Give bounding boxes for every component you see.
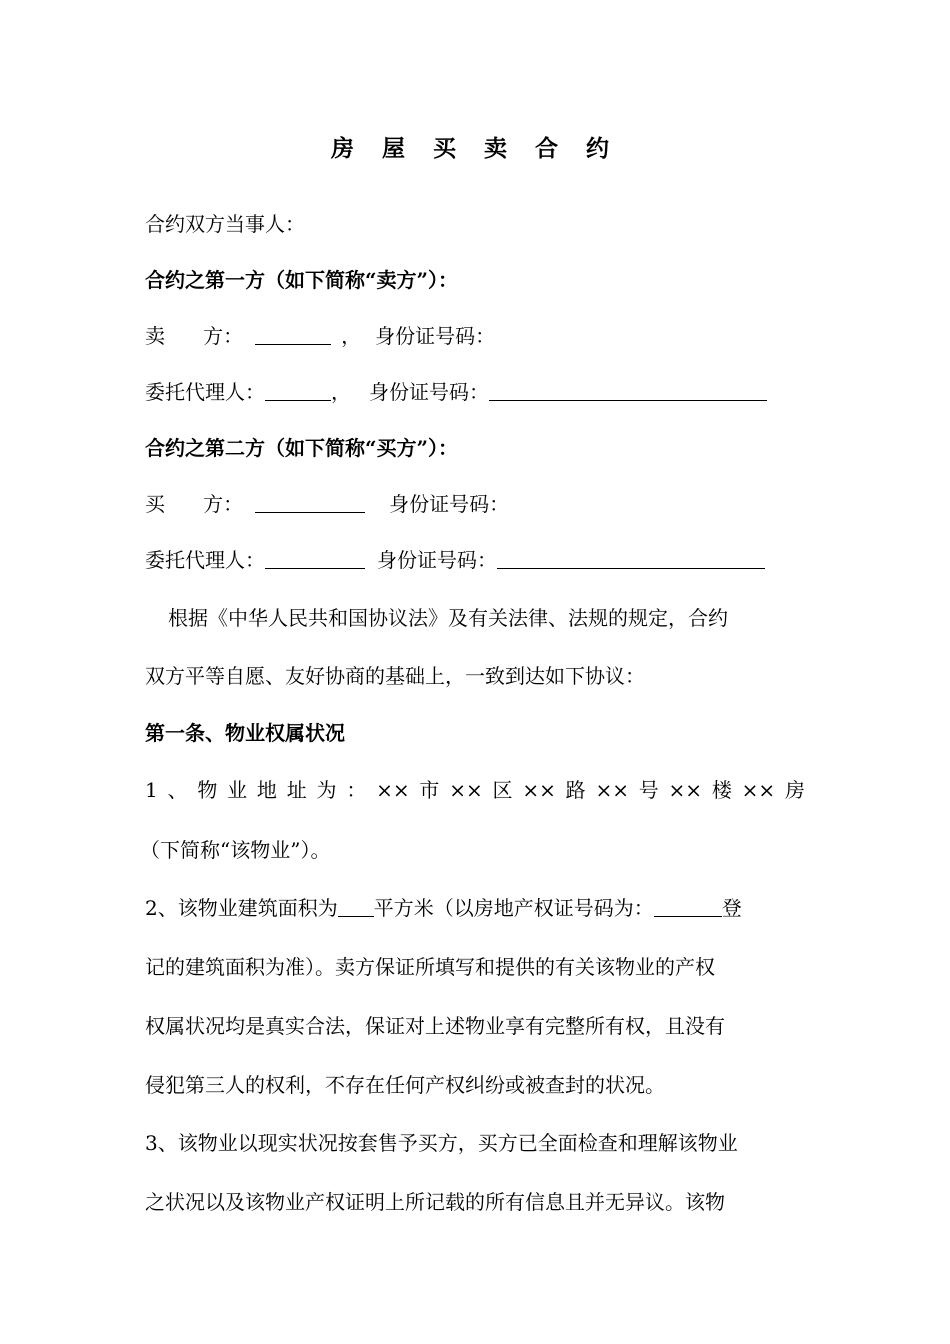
item1-char: 1 <box>145 778 158 802</box>
seller-label: 卖 方： <box>145 324 244 348</box>
seller-agent-row <box>145 378 805 406</box>
document-title: 房 屋 买 卖 合 约 <box>330 135 620 162</box>
article1-item2-line3: 权属状况均是真实合法，保证对上述物业享有完整所有权，且没有 <box>145 1014 725 1038</box>
item1-char: 号 <box>638 778 659 802</box>
article1-item2-line1 <box>145 894 805 922</box>
seller-separator: ， <box>341 324 362 348</box>
item1-char: 、 <box>167 778 188 802</box>
certificate-number-blank[interactable] <box>654 896 722 917</box>
item1-char: 楼 <box>711 778 732 802</box>
buyer-id-label: 身份证号码： <box>389 492 510 516</box>
item1-char: ×× <box>376 778 410 802</box>
buyer-agent-label: 委托代理人： <box>145 548 265 572</box>
item1-char: 区 <box>492 778 513 802</box>
buyer-agent-id-blank[interactable] <box>497 548 765 569</box>
item1-char: ×× <box>595 778 629 802</box>
area-blank[interactable] <box>338 896 374 917</box>
article1-item2-line2: 记的建筑面积为准）。卖方保证所填写和提供的有关该物业的产权 <box>145 955 715 979</box>
item1-char: ： <box>346 778 367 802</box>
item1-char: 房 <box>784 778 805 802</box>
buyer-agent-name-blank[interactable] <box>265 548 365 569</box>
parties-intro: 合约双方当事人： <box>145 212 305 236</box>
item2-part2: 平方米（以房地产权证号码为： <box>373 896 654 920</box>
article1-item1-line1 <box>145 776 805 804</box>
article1-item3-line1: 3、该物业以现实状况按套售予买方，买方已全面检查和理解该物业 <box>145 1131 738 1155</box>
seller-agent-id-blank[interactable] <box>489 380 767 401</box>
seller-row <box>145 322 805 350</box>
article1-item1-line2: （下简称“该物业”）。 <box>140 838 331 862</box>
item1-char: ×× <box>449 778 483 802</box>
buyer-agent-id-label: 身份证号码： <box>377 548 497 572</box>
item1-char: 为 <box>316 778 337 802</box>
item2-part1: 2、该物业建筑面积为 <box>145 896 338 920</box>
item1-char: 物 <box>197 778 218 802</box>
party2-heading: 合约之第二方（如下简称“买方”）： <box>145 436 459 460</box>
preamble-line-1: 根据《中华人民共和国协议法》及有关法律、法规的规定，合约 <box>168 606 728 630</box>
item1-char: ×× <box>522 778 556 802</box>
item1-char: 地 <box>256 778 277 802</box>
seller-agent-label: 委托代理人： <box>145 380 265 404</box>
article1-heading: 第一条、物业权属状况 <box>145 721 345 745</box>
seller-agent-name-blank[interactable] <box>265 380 331 401</box>
seller-agent-separator: ， <box>331 380 351 404</box>
item1-char: ×× <box>741 778 776 802</box>
item1-char: 市 <box>419 778 440 802</box>
seller-agent-id-label: 身份证号码： <box>369 380 489 404</box>
item1-char: 路 <box>565 778 586 802</box>
buyer-label: 买 方： <box>145 492 244 516</box>
preamble-line-2: 双方平等自愿、友好协商的基础上，一致到达如下协议： <box>145 664 645 688</box>
party1-heading: 合约之第一方（如下简称“卖方”）： <box>145 268 459 292</box>
item1-char: 址 <box>286 778 307 802</box>
article1-item2-line4: 侵犯第三人的权利，不存在任何产权纠纷或被查封的状况。 <box>145 1073 665 1097</box>
item2-part3: 登 <box>721 896 742 920</box>
article1-item3-line2: 之状况以及该物业产权证明上所记载的所有信息且并无异议。该物 <box>145 1190 725 1214</box>
seller-id-label: 身份证号码： <box>375 324 496 348</box>
item1-char: 业 <box>227 778 248 802</box>
buyer-row <box>145 490 805 518</box>
item1-char: ×× <box>668 778 703 802</box>
seller-name-blank[interactable] <box>255 324 331 345</box>
buyer-agent-row <box>145 546 805 574</box>
buyer-name-blank[interactable] <box>255 492 365 513</box>
